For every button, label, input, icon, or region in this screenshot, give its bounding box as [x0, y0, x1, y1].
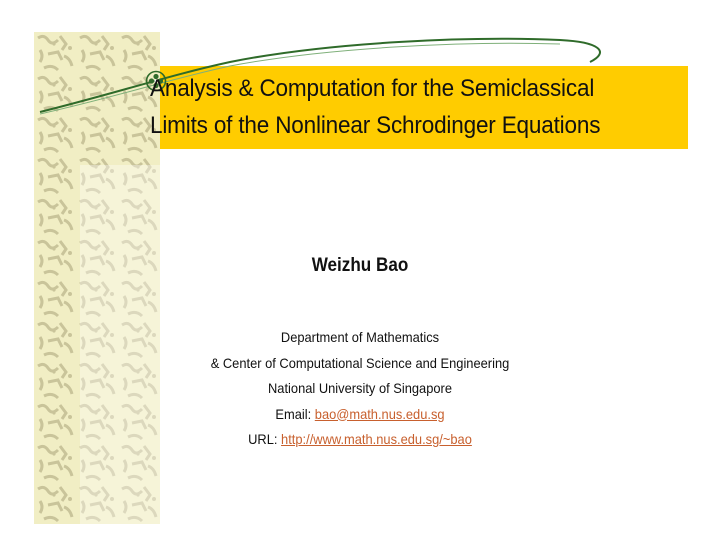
affiliation-university: National University of Singapore: [268, 380, 452, 396]
url-link[interactable]: http://www.math.nus.edu.sg/~bao: [281, 431, 472, 447]
affiliation-center: & Center of Computational Science and Engineering: [210, 354, 510, 371]
email-label: Email:: [275, 405, 315, 422]
slide-title: [150, 70, 647, 144]
url-label: URL:: [248, 431, 282, 447]
affiliation-block: [150, 325, 570, 453]
affiliation-department: Department of Mathematics: [280, 329, 440, 345]
email-line: [167, 402, 553, 428]
email-link[interactable]: bao@math.nus.edu.sg: [314, 405, 445, 422]
author-name: Weizhu Bao: [311, 255, 409, 276]
title-line-1: Analysis & Computation for the Semiclassical: [150, 75, 595, 102]
url-line: [167, 427, 553, 453]
title-line-2: Limits of the Nonlinear Schrodinger Equations: [150, 112, 601, 139]
